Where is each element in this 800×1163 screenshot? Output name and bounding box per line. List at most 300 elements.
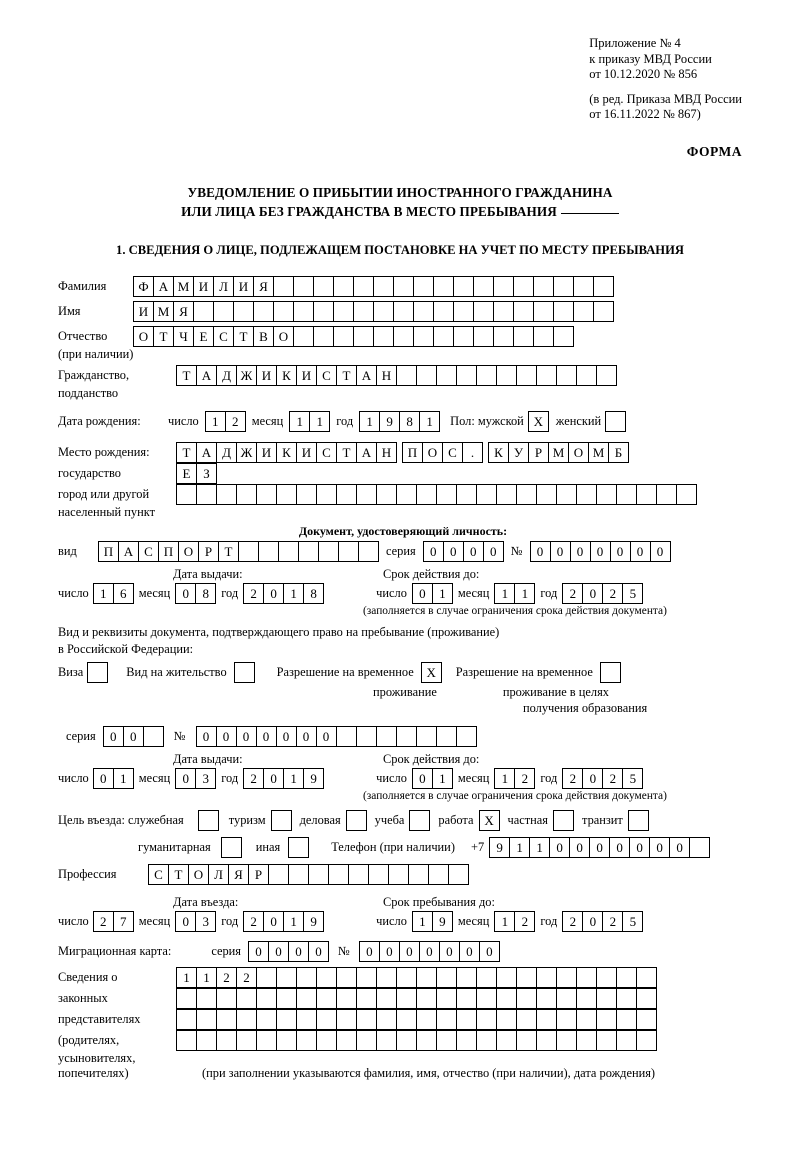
form-cell[interactable]	[416, 1030, 437, 1051]
form-cell[interactable]: 0	[103, 726, 124, 747]
form-cell[interactable]	[513, 276, 534, 297]
form-cell[interactable]	[373, 276, 394, 297]
form-cell[interactable]: Т	[218, 541, 239, 562]
form-cell[interactable]	[216, 988, 237, 1009]
form-cell[interactable]: 3	[195, 768, 216, 789]
form-cell[interactable]: 5	[622, 583, 643, 604]
form-cell[interactable]	[376, 1030, 397, 1051]
form-cell[interactable]	[336, 967, 357, 988]
form-cell[interactable]	[333, 326, 354, 347]
legal-rep-row-3-input[interactable]	[176, 1009, 657, 1030]
form-cell[interactable]	[493, 276, 514, 297]
form-cell[interactable]	[473, 326, 494, 347]
form-cell[interactable]	[416, 484, 437, 505]
form-cell[interactable]	[276, 988, 297, 1009]
form-cell[interactable]: 0	[649, 837, 670, 858]
form-cell[interactable]: 0	[123, 726, 144, 747]
form-cell[interactable]	[573, 301, 594, 322]
form-cell[interactable]	[373, 301, 394, 322]
form-cell[interactable]: 0	[379, 941, 400, 962]
form-cell[interactable]	[316, 1030, 337, 1051]
form-cell[interactable]	[413, 276, 434, 297]
form-cell[interactable]	[553, 276, 574, 297]
form-cell[interactable]: 0	[630, 541, 651, 562]
purpose-business-checkbox[interactable]	[346, 810, 367, 831]
form-cell[interactable]	[456, 988, 477, 1009]
form-cell[interactable]	[276, 484, 297, 505]
form-cell[interactable]	[336, 1009, 357, 1030]
form-cell[interactable]	[388, 864, 409, 885]
form-cell[interactable]	[298, 541, 319, 562]
form-cell[interactable]: 0	[419, 941, 440, 962]
form-cell[interactable]	[196, 988, 217, 1009]
form-cell[interactable]: 0	[308, 941, 329, 962]
form-cell[interactable]: 0	[530, 541, 551, 562]
form-cell[interactable]: Т	[336, 365, 357, 386]
form-cell[interactable]: Л	[213, 276, 234, 297]
form-cell[interactable]: 1	[309, 411, 330, 432]
form-cell[interactable]: К	[488, 442, 509, 463]
form-cell[interactable]	[476, 988, 497, 1009]
form-cell[interactable]: П	[98, 541, 119, 562]
form-cell[interactable]	[536, 365, 557, 386]
doc-valid-day-input[interactable]	[412, 583, 453, 604]
form-cell[interactable]	[316, 988, 337, 1009]
stay-valid-month-input[interactable]	[494, 768, 535, 789]
form-cell[interactable]	[573, 276, 594, 297]
form-cell[interactable]	[636, 1009, 657, 1030]
form-cell[interactable]: О	[133, 326, 154, 347]
form-cell[interactable]	[193, 301, 214, 322]
form-cell[interactable]	[276, 1030, 297, 1051]
form-cell[interactable]: Н	[376, 442, 397, 463]
form-cell[interactable]: 2	[514, 911, 535, 932]
form-cell[interactable]: 0	[263, 583, 284, 604]
form-cell[interactable]	[358, 541, 379, 562]
form-cell[interactable]: 2	[225, 411, 246, 432]
form-cell[interactable]	[453, 301, 474, 322]
form-cell[interactable]: О	[188, 864, 209, 885]
doc-valid-month-input[interactable]	[494, 583, 535, 604]
form-cell[interactable]: Д	[216, 365, 237, 386]
form-cell[interactable]	[556, 967, 577, 988]
stay-issue-year-input[interactable]	[243, 768, 324, 789]
form-cell[interactable]	[456, 484, 477, 505]
form-cell[interactable]	[516, 988, 537, 1009]
form-cell[interactable]	[256, 1030, 277, 1051]
form-cell[interactable]: 0	[590, 541, 611, 562]
form-cell[interactable]	[356, 988, 377, 1009]
form-cell[interactable]: 2	[243, 911, 264, 932]
form-cell[interactable]: 5	[622, 911, 643, 932]
form-cell[interactable]	[276, 1009, 297, 1030]
stay-series-input[interactable]	[103, 726, 164, 747]
form-cell[interactable]: Т	[176, 442, 197, 463]
form-cell[interactable]: И	[296, 442, 317, 463]
form-cell[interactable]	[596, 484, 617, 505]
form-cell[interactable]: Р	[528, 442, 549, 463]
form-cell[interactable]: 1	[494, 768, 515, 789]
form-cell[interactable]	[453, 276, 474, 297]
form-cell[interactable]	[238, 541, 259, 562]
form-cell[interactable]: Т	[168, 864, 189, 885]
form-cell[interactable]	[656, 484, 677, 505]
form-cell[interactable]	[433, 276, 454, 297]
form-cell[interactable]: 0	[196, 726, 217, 747]
form-cell[interactable]	[353, 301, 374, 322]
purpose-other-checkbox[interactable]	[288, 837, 309, 858]
form-cell[interactable]	[143, 726, 164, 747]
form-cell[interactable]	[416, 365, 437, 386]
form-cell[interactable]: 0	[479, 941, 500, 962]
form-cell[interactable]: 9	[303, 768, 324, 789]
form-cell[interactable]	[273, 301, 294, 322]
form-cell[interactable]	[356, 1030, 377, 1051]
form-cell[interactable]	[176, 1030, 197, 1051]
doc-issue-year-input[interactable]	[243, 583, 324, 604]
form-cell[interactable]: 0	[359, 941, 380, 962]
form-cell[interactable]: Е	[176, 463, 197, 484]
temp-residence-checkbox[interactable]: X	[421, 662, 442, 683]
form-cell[interactable]	[236, 484, 257, 505]
form-cell[interactable]: Я	[228, 864, 249, 885]
form-cell[interactable]	[496, 988, 517, 1009]
form-cell[interactable]	[436, 1030, 457, 1051]
form-cell[interactable]	[396, 726, 417, 747]
form-cell[interactable]	[216, 1030, 237, 1051]
form-cell[interactable]	[536, 1030, 557, 1051]
form-cell[interactable]: К	[276, 442, 297, 463]
form-cell[interactable]: 0	[443, 541, 464, 562]
form-cell[interactable]	[428, 864, 449, 885]
form-cell[interactable]: 1	[93, 583, 114, 604]
form-cell[interactable]: 0	[248, 941, 269, 962]
doc-issue-day-input[interactable]	[93, 583, 134, 604]
doc-issue-month-input[interactable]	[175, 583, 216, 604]
form-cell[interactable]	[416, 988, 437, 1009]
form-cell[interactable]: 1	[432, 583, 453, 604]
form-cell[interactable]: 0	[669, 837, 690, 858]
form-cell[interactable]	[473, 301, 494, 322]
form-cell[interactable]: 1	[283, 911, 304, 932]
form-cell[interactable]	[336, 988, 357, 1009]
form-cell[interactable]	[516, 365, 537, 386]
form-cell[interactable]	[316, 967, 337, 988]
form-cell[interactable]	[293, 276, 314, 297]
form-cell[interactable]	[256, 484, 277, 505]
entry-day-input[interactable]	[93, 911, 134, 932]
citizenship-input[interactable]	[176, 365, 617, 386]
form-cell[interactable]	[496, 484, 517, 505]
form-cell[interactable]	[476, 967, 497, 988]
form-cell[interactable]	[433, 326, 454, 347]
form-cell[interactable]	[596, 1030, 617, 1051]
form-cell[interactable]: Е	[193, 326, 214, 347]
form-cell[interactable]	[393, 301, 414, 322]
form-cell[interactable]	[353, 276, 374, 297]
form-cell[interactable]: И	[256, 365, 277, 386]
birthplace-row-1-input[interactable]	[176, 442, 629, 463]
form-cell[interactable]	[253, 301, 274, 322]
legal-rep-row-2-input[interactable]	[176, 988, 657, 1009]
form-cell[interactable]	[328, 864, 349, 885]
form-cell[interactable]: 0	[175, 583, 196, 604]
form-cell[interactable]	[576, 1009, 597, 1030]
form-cell[interactable]	[216, 1009, 237, 1030]
form-cell[interactable]: Ж	[236, 442, 257, 463]
form-cell[interactable]	[576, 1030, 597, 1051]
form-cell[interactable]	[176, 484, 197, 505]
form-cell[interactable]: 5	[622, 768, 643, 789]
stay-valid-year-input[interactable]	[562, 768, 643, 789]
form-cell[interactable]	[338, 541, 359, 562]
form-cell[interactable]: 0	[288, 941, 309, 962]
form-cell[interactable]	[456, 1009, 477, 1030]
form-cell[interactable]	[516, 484, 537, 505]
form-cell[interactable]	[316, 1009, 337, 1030]
form-cell[interactable]	[496, 967, 517, 988]
patronymic-input[interactable]	[133, 326, 574, 347]
form-cell[interactable]	[476, 1030, 497, 1051]
sex-male-checkbox[interactable]: X	[528, 411, 549, 432]
form-cell[interactable]	[336, 1030, 357, 1051]
form-cell[interactable]: 8	[303, 583, 324, 604]
form-cell[interactable]: А	[118, 541, 139, 562]
form-cell[interactable]: П	[402, 442, 423, 463]
form-cell[interactable]: 3	[195, 911, 216, 932]
form-cell[interactable]	[313, 301, 334, 322]
form-cell[interactable]: 0	[276, 726, 297, 747]
form-cell[interactable]	[536, 967, 557, 988]
form-cell[interactable]	[453, 326, 474, 347]
form-cell[interactable]	[316, 484, 337, 505]
form-cell[interactable]	[513, 326, 534, 347]
form-cell[interactable]: 0	[463, 541, 484, 562]
form-cell[interactable]	[676, 484, 697, 505]
form-cell[interactable]: 1	[196, 967, 217, 988]
form-cell[interactable]	[516, 1030, 537, 1051]
form-cell[interactable]	[333, 301, 354, 322]
profession-input[interactable]	[148, 864, 469, 885]
form-cell[interactable]	[616, 1009, 637, 1030]
form-cell[interactable]	[576, 484, 597, 505]
form-cell[interactable]	[476, 484, 497, 505]
form-cell[interactable]: 0	[399, 941, 420, 962]
form-cell[interactable]	[348, 864, 369, 885]
form-cell[interactable]	[516, 1009, 537, 1030]
form-cell[interactable]	[496, 365, 517, 386]
form-cell[interactable]	[296, 967, 317, 988]
form-cell[interactable]: С	[316, 365, 337, 386]
form-cell[interactable]: 0	[93, 768, 114, 789]
form-cell[interactable]	[473, 276, 494, 297]
form-cell[interactable]	[256, 988, 277, 1009]
form-cell[interactable]	[456, 967, 477, 988]
stay-number-input[interactable]	[196, 726, 477, 747]
form-cell[interactable]: М	[588, 442, 609, 463]
form-cell[interactable]: 8	[399, 411, 420, 432]
form-cell[interactable]: Р	[248, 864, 269, 885]
form-cell[interactable]	[636, 1030, 657, 1051]
form-cell[interactable]: 0	[589, 837, 610, 858]
form-cell[interactable]	[616, 988, 637, 1009]
form-cell[interactable]	[393, 326, 414, 347]
form-cell[interactable]: М	[173, 276, 194, 297]
form-cell[interactable]: 0	[236, 726, 257, 747]
form-cell[interactable]: Н	[376, 365, 397, 386]
form-cell[interactable]	[256, 967, 277, 988]
form-cell[interactable]	[276, 967, 297, 988]
form-cell[interactable]	[556, 1030, 577, 1051]
form-cell[interactable]: 2	[562, 911, 583, 932]
form-cell[interactable]	[556, 988, 577, 1009]
form-cell[interactable]: М	[153, 301, 174, 322]
form-cell[interactable]	[333, 276, 354, 297]
form-cell[interactable]: 1	[359, 411, 380, 432]
doc-valid-year-input[interactable]	[562, 583, 643, 604]
form-cell[interactable]: 0	[570, 541, 591, 562]
form-cell[interactable]	[436, 484, 457, 505]
form-cell[interactable]	[376, 988, 397, 1009]
form-cell[interactable]	[296, 484, 317, 505]
form-cell[interactable]: С	[316, 442, 337, 463]
form-cell[interactable]: 2	[562, 583, 583, 604]
form-cell[interactable]: 0	[549, 837, 570, 858]
form-cell[interactable]: 1	[514, 583, 535, 604]
form-cell[interactable]	[308, 864, 329, 885]
form-cell[interactable]: 2	[236, 967, 257, 988]
form-cell[interactable]	[293, 326, 314, 347]
form-cell[interactable]: 0	[439, 941, 460, 962]
form-cell[interactable]: 1	[176, 967, 197, 988]
form-cell[interactable]	[536, 988, 557, 1009]
form-cell[interactable]	[516, 967, 537, 988]
form-cell[interactable]	[373, 326, 394, 347]
form-cell[interactable]: 1	[419, 411, 440, 432]
form-cell[interactable]	[376, 726, 397, 747]
form-cell[interactable]: 0	[423, 541, 444, 562]
form-cell[interactable]	[268, 864, 289, 885]
birth-day-input[interactable]	[205, 411, 246, 432]
form-cell[interactable]: И	[193, 276, 214, 297]
form-cell[interactable]: А	[196, 442, 217, 463]
form-cell[interactable]	[353, 326, 374, 347]
form-cell[interactable]: С	[148, 864, 169, 885]
stay-until-month-input[interactable]	[494, 911, 535, 932]
form-cell[interactable]	[476, 365, 497, 386]
form-cell[interactable]	[496, 1009, 517, 1030]
form-cell[interactable]: Л	[208, 864, 229, 885]
stay-valid-day-input[interactable]	[412, 768, 453, 789]
form-cell[interactable]	[236, 1030, 257, 1051]
form-cell[interactable]	[533, 301, 554, 322]
form-cell[interactable]: 0	[582, 768, 603, 789]
form-cell[interactable]: А	[356, 442, 377, 463]
form-cell[interactable]: 0	[263, 911, 284, 932]
form-cell[interactable]	[616, 484, 637, 505]
form-cell[interactable]: 1	[494, 583, 515, 604]
form-cell[interactable]	[376, 484, 397, 505]
form-cell[interactable]: 1	[432, 768, 453, 789]
form-cell[interactable]: 1	[283, 768, 304, 789]
form-cell[interactable]	[413, 301, 434, 322]
form-cell[interactable]: О	[568, 442, 589, 463]
form-cell[interactable]: О	[422, 442, 443, 463]
form-cell[interactable]: 1	[283, 583, 304, 604]
form-cell[interactable]	[576, 967, 597, 988]
surname-input[interactable]	[133, 276, 614, 297]
form-cell[interactable]: 0	[216, 726, 237, 747]
form-cell[interactable]	[493, 301, 514, 322]
form-cell[interactable]: 7	[113, 911, 134, 932]
form-cell[interactable]	[533, 326, 554, 347]
form-cell[interactable]: 1	[289, 411, 310, 432]
visa-checkbox[interactable]	[87, 662, 108, 683]
form-cell[interactable]: 0	[256, 726, 277, 747]
form-cell[interactable]	[616, 967, 637, 988]
migration-series-input[interactable]	[248, 941, 329, 962]
form-cell[interactable]	[448, 864, 469, 885]
form-cell[interactable]: 0	[629, 837, 650, 858]
form-cell[interactable]: 2	[243, 768, 264, 789]
doc-number-input[interactable]	[530, 541, 671, 562]
form-cell[interactable]	[196, 1030, 217, 1051]
form-cell[interactable]: 1	[509, 837, 530, 858]
form-cell[interactable]: 0	[550, 541, 571, 562]
form-cell[interactable]: 0	[610, 541, 631, 562]
edu-residence-checkbox[interactable]	[600, 662, 621, 683]
form-cell[interactable]	[456, 1030, 477, 1051]
form-cell[interactable]	[533, 276, 554, 297]
form-cell[interactable]: Т	[153, 326, 174, 347]
form-cell[interactable]: И	[256, 442, 277, 463]
form-cell[interactable]	[636, 988, 657, 1009]
form-cell[interactable]	[313, 326, 334, 347]
birthplace-row-2-input[interactable]	[176, 463, 217, 484]
purpose-private-checkbox[interactable]	[553, 810, 574, 831]
name-input[interactable]	[133, 301, 614, 322]
form-cell[interactable]: 1	[529, 837, 550, 858]
form-cell[interactable]: 0	[268, 941, 289, 962]
legal-rep-row-4-input[interactable]	[176, 1030, 657, 1051]
birth-month-input[interactable]	[289, 411, 330, 432]
stay-issue-month-input[interactable]	[175, 768, 216, 789]
form-cell[interactable]	[416, 1009, 437, 1030]
birth-year-input[interactable]	[359, 411, 440, 432]
form-cell[interactable]	[356, 726, 377, 747]
form-cell[interactable]: 0	[483, 541, 504, 562]
form-cell[interactable]: З	[196, 463, 217, 484]
form-cell[interactable]	[356, 967, 377, 988]
form-cell[interactable]: 1	[113, 768, 134, 789]
form-cell[interactable]: А	[356, 365, 377, 386]
form-cell[interactable]	[636, 484, 657, 505]
form-cell[interactable]	[689, 837, 710, 858]
birthplace-row-3-input[interactable]	[176, 484, 697, 505]
form-cell[interactable]	[436, 988, 457, 1009]
form-cell[interactable]	[536, 1009, 557, 1030]
form-cell[interactable]: 9	[489, 837, 510, 858]
form-cell[interactable]	[296, 1009, 317, 1030]
form-cell[interactable]	[396, 967, 417, 988]
form-cell[interactable]	[296, 1030, 317, 1051]
form-cell[interactable]: А	[196, 365, 217, 386]
form-cell[interactable]: Б	[608, 442, 629, 463]
stay-until-day-input[interactable]	[412, 911, 453, 932]
form-cell[interactable]: Т	[233, 326, 254, 347]
form-cell[interactable]: 2	[93, 911, 114, 932]
form-cell[interactable]	[493, 326, 514, 347]
